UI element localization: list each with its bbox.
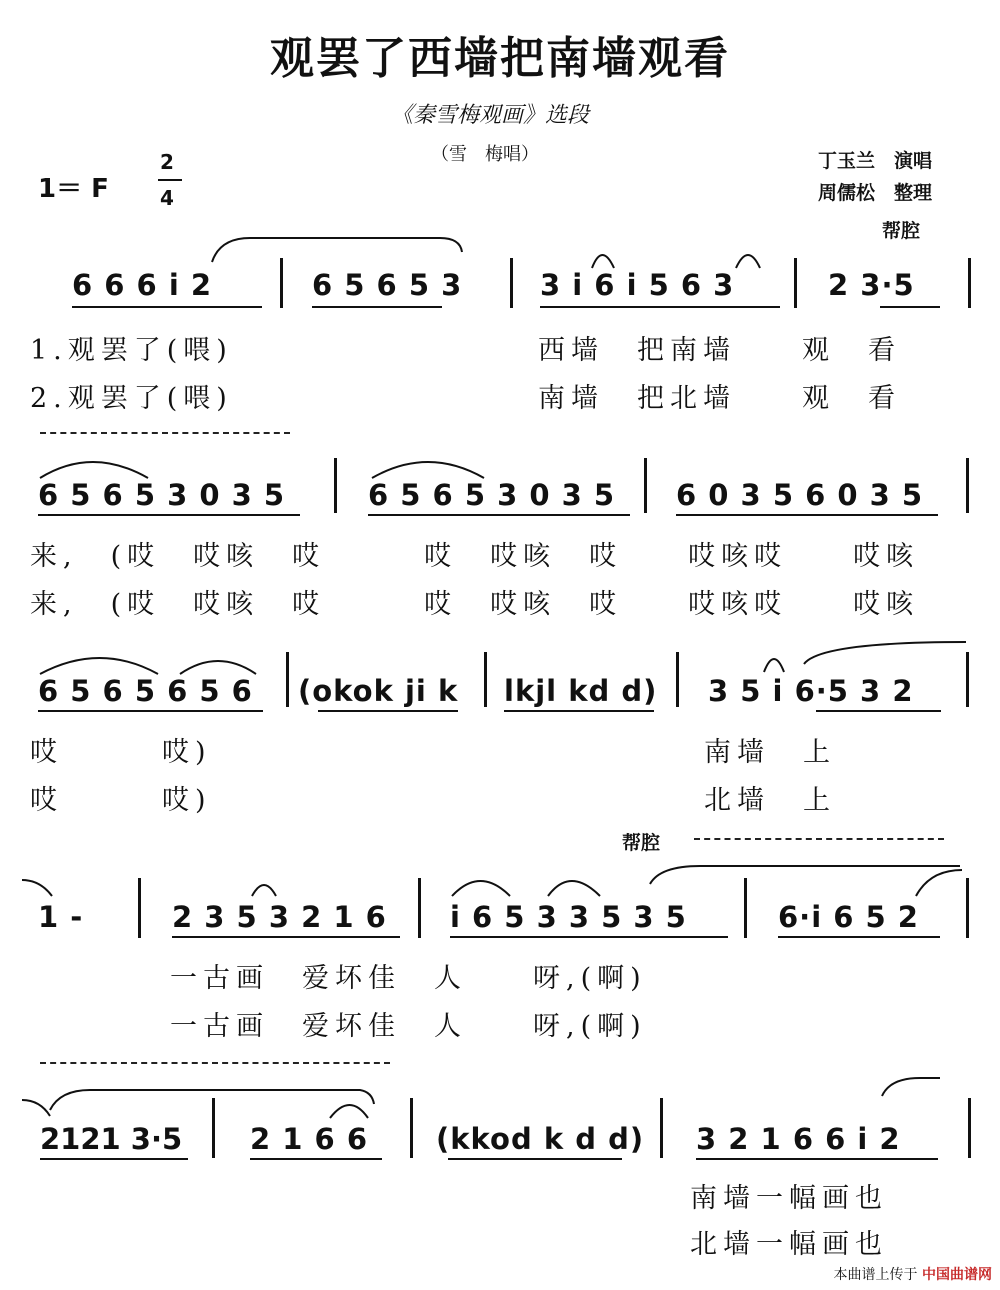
bangqiang-dashed-line [40, 1062, 390, 1064]
bar-line [138, 878, 141, 938]
time-signature-top: 2 [160, 150, 174, 174]
beam-line [816, 710, 941, 712]
measure: lkjl kd d) [504, 674, 658, 708]
measure: 6 5 6 5 3 [312, 268, 463, 302]
bangqiang-dashed-line [694, 838, 944, 840]
slur [736, 255, 760, 268]
bar-line [644, 458, 647, 513]
measure: (okok ji k [298, 674, 459, 708]
beam-line [504, 710, 654, 712]
bar-line [676, 652, 679, 707]
measure: 6 5 6 5 6 5 6 [38, 674, 253, 708]
beam-line [172, 936, 400, 938]
lyric-verse-2: 来, (哎 哎咳 哎 哎 哎咳 哎 哎咳哎 哎咳 [30, 589, 920, 620]
measure: 2 1 6 6 [250, 1122, 369, 1156]
beam-line [450, 936, 728, 938]
bar-line [660, 1098, 663, 1158]
measure: 3 2 1 6 6 i 2 [696, 1122, 901, 1156]
slur [22, 880, 52, 896]
footer-watermark [834, 1264, 992, 1284]
slur [548, 881, 600, 896]
measure: (kkod k d d) [436, 1122, 645, 1156]
beam-line [368, 514, 630, 516]
beam-line [696, 1158, 938, 1160]
slur [212, 238, 462, 262]
measure: 3 i 6 i 5 6 3 [540, 268, 735, 302]
slur [452, 881, 510, 896]
beam-line [880, 306, 940, 308]
measure: 6 5 6 5 3 0 3 5 [368, 478, 616, 512]
beam-line [676, 514, 938, 516]
key-signature: 1＝ F [38, 174, 109, 204]
beam-line [318, 710, 458, 712]
lyric-verse-2: 2.观罢了(喂) [30, 383, 233, 414]
bar-line [410, 1098, 413, 1158]
bar-line [484, 652, 487, 707]
measure: 2 3 5 3 2 1 6 [172, 900, 387, 934]
lyric-verse-1: 南墙 上 [704, 737, 836, 768]
bar-line [968, 258, 971, 308]
role-line: （雪 梅唱） [431, 144, 539, 165]
slur [40, 462, 148, 478]
slur [252, 885, 276, 896]
slur [592, 255, 614, 268]
measure: 6 5 6 5 3 0 3 5 [38, 478, 286, 512]
slur [180, 661, 256, 674]
measure: 6·i 6 5 2 [778, 900, 919, 934]
bar-line [510, 258, 513, 308]
lyric-verse-1: 西墙 把南墙 观 看 [538, 335, 901, 366]
slur [372, 462, 484, 478]
bar-line [286, 652, 289, 707]
lyric-verse-1: 哎 哎) [30, 737, 212, 768]
page-title: 观罢了西墙把南墙观看 [270, 33, 730, 84]
bangqiang-label: 帮腔 [882, 220, 921, 242]
beam-line [72, 306, 262, 308]
measure: 2121 3·5 [40, 1122, 183, 1156]
subtitle: 《秦雪梅观画》选段 [390, 103, 589, 128]
bar-line [280, 258, 283, 308]
bar-line [966, 458, 969, 513]
beam-line [312, 306, 442, 308]
bangqiang-label: 帮腔 [622, 832, 661, 854]
beam-line [448, 1158, 622, 1160]
singer-credit: 丁玉兰 演唱 [818, 150, 933, 172]
lyric-verse-2: 哎 哎) [30, 785, 212, 816]
site-logo[interactable]: 中国曲谱网 [922, 1267, 992, 1283]
slur [764, 659, 784, 672]
measure: 2 3·5 [828, 268, 915, 302]
bar-line [418, 878, 421, 938]
lyric-verse-2: 南墙 把北墙 观 看 [538, 383, 901, 414]
measure: 3 5 i 6·5 3 2 [708, 674, 914, 708]
bar-line [966, 878, 969, 938]
bar-line [212, 1098, 215, 1158]
lyric-verse-1: 1.观罢了(喂) [30, 335, 233, 366]
footer-prefix: 本曲谱上传于 [833, 1267, 918, 1283]
beam-line [40, 1158, 188, 1160]
measure: 1 - [38, 900, 84, 934]
slur [916, 870, 962, 896]
bangqiang-dashed-line [40, 432, 290, 434]
measure: 6 0 3 5 6 0 3 5 [676, 478, 924, 512]
slur [330, 1105, 368, 1118]
bar-line [968, 1098, 971, 1158]
measure: 6 6 6 i 2 [72, 268, 213, 302]
arranger-credit: 周儒松 整理 [818, 182, 933, 204]
slur [22, 1100, 50, 1116]
lyric-verse-1: 南墙一幅画也 [690, 1183, 888, 1214]
measure: i 6 5 3 3 5 3 5 [450, 900, 687, 934]
lyric-verse-2: 北墙一幅画也 [690, 1229, 888, 1260]
bar-line [334, 458, 337, 513]
lyric-verse-1: 来, (哎 哎咳 哎 哎 哎咳 哎 哎咳哎 哎咳 [30, 541, 920, 572]
beam-line [250, 1158, 382, 1160]
slur [804, 642, 966, 664]
time-signature-line [158, 179, 182, 181]
lyric-verse-1: 一古画 爱坏佳 人 呀,(啊) [170, 963, 647, 994]
beam-line [38, 514, 300, 516]
slur [40, 658, 158, 674]
lyric-verse-2: 一古画 爱坏佳 人 呀,(啊) [170, 1011, 647, 1042]
lyric-verse-2: 北墙 上 [704, 785, 836, 816]
slur [882, 1078, 940, 1096]
beam-line [38, 710, 263, 712]
beam-line [540, 306, 780, 308]
bar-line [794, 258, 797, 308]
bar-line [966, 652, 969, 707]
time-signature-bottom: 4 [160, 186, 174, 210]
beam-line [778, 936, 940, 938]
slur [650, 866, 960, 884]
bar-line [744, 878, 747, 938]
